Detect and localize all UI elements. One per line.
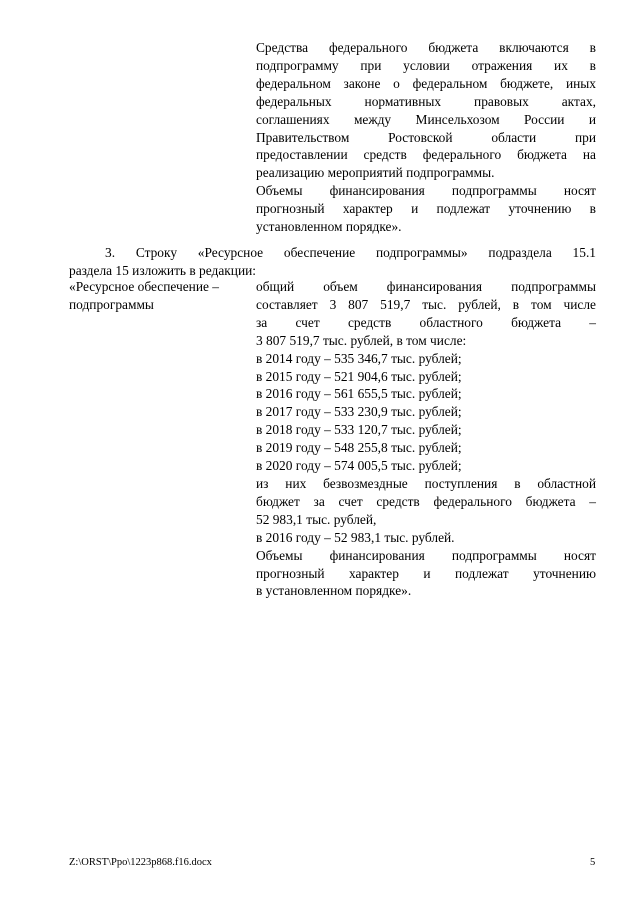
amendment-item-3 [69,244,596,280]
text-line: прогнозный характер и подлежат уточнению в [256,201,596,217]
text-line: федеральных нормативных правовых актах, [256,93,596,109]
text-line: Объемы финансирования подпрограммы носят [256,547,596,563]
text-line: установленном порядке». [256,219,402,235]
resource-provision-label [69,278,249,314]
year-funding-line: в 2018 году – 533 120,7 тыс. рублей; [256,422,462,438]
text-line: федеральном законе о федеральном бюджете, иных [256,75,596,91]
year-funding-line: в 2020 году – 574 005,5 тыс. рублей; [256,458,462,474]
page-number: 5 [590,857,596,868]
text-line: 3 807 519,7 тыс. рублей, в том числе: [256,332,467,348]
text-line: общий объем финансирования подпрограммы [256,279,596,294]
text-line: подпрограммы [69,296,154,312]
year-funding-line: в 2016 году – 52 983,1 тыс. рублей. [256,529,455,545]
footer-file-path: Z:\ORST\Ppo\1223p868.f16.docx [69,857,212,868]
text-line: из них безвозмездные поступления в областной [256,475,596,491]
text-line: соглашениях между Минсельхозом России и [256,111,596,127]
year-funding-line: в 2017 году – 533 230,9 тыс. рублей; [256,404,462,420]
text-line: за счет средств областного бюджета – [256,314,596,330]
text-line: раздела 15 изложить в редакции: [69,262,256,278]
text-line: Объемы финансирования подпрограммы носят [256,183,596,199]
year-funding-line: в 2019 году – 548 255,8 тыс. рублей; [256,440,462,456]
text-line: бюджет за счет средств федерального бюджета – [256,493,596,509]
text-line: Правительством Ростовской области при [256,129,596,145]
resource-provision-content [256,278,596,600]
funding-conditions-block [256,39,596,236]
year-funding-line: в 2016 году – 561 655,5 тыс. рублей; [256,386,462,402]
text-line: в установленном порядке». [256,583,412,599]
text-line: предоставлении средств федерального бюджета на [256,147,596,163]
text-line: «Ресурсное обеспечение – [69,279,219,294]
text-line: подпрограмму при условии отражения их в [256,57,596,73]
text-line: реализацию мероприятий подпрограммы. [256,165,495,181]
text-line: Средства федерального бюджета включаются в [256,40,596,55]
text-line: 52 983,1 тыс. рублей, [256,511,377,527]
year-funding-line: в 2014 году – 535 346,7 тыс. рублей; [256,350,462,366]
year-funding-line: в 2015 году – 521 904,6 тыс. рублей; [256,368,462,384]
text-line: прогнозный характер и подлежат уточнению [256,565,596,581]
text-line: составляет 3 807 519,7 тыс. рублей, в том числе [256,296,596,312]
text-line: 3. Строку «Ресурсное обеспечение подпрограммы» подраздела 15.1 [105,245,596,260]
